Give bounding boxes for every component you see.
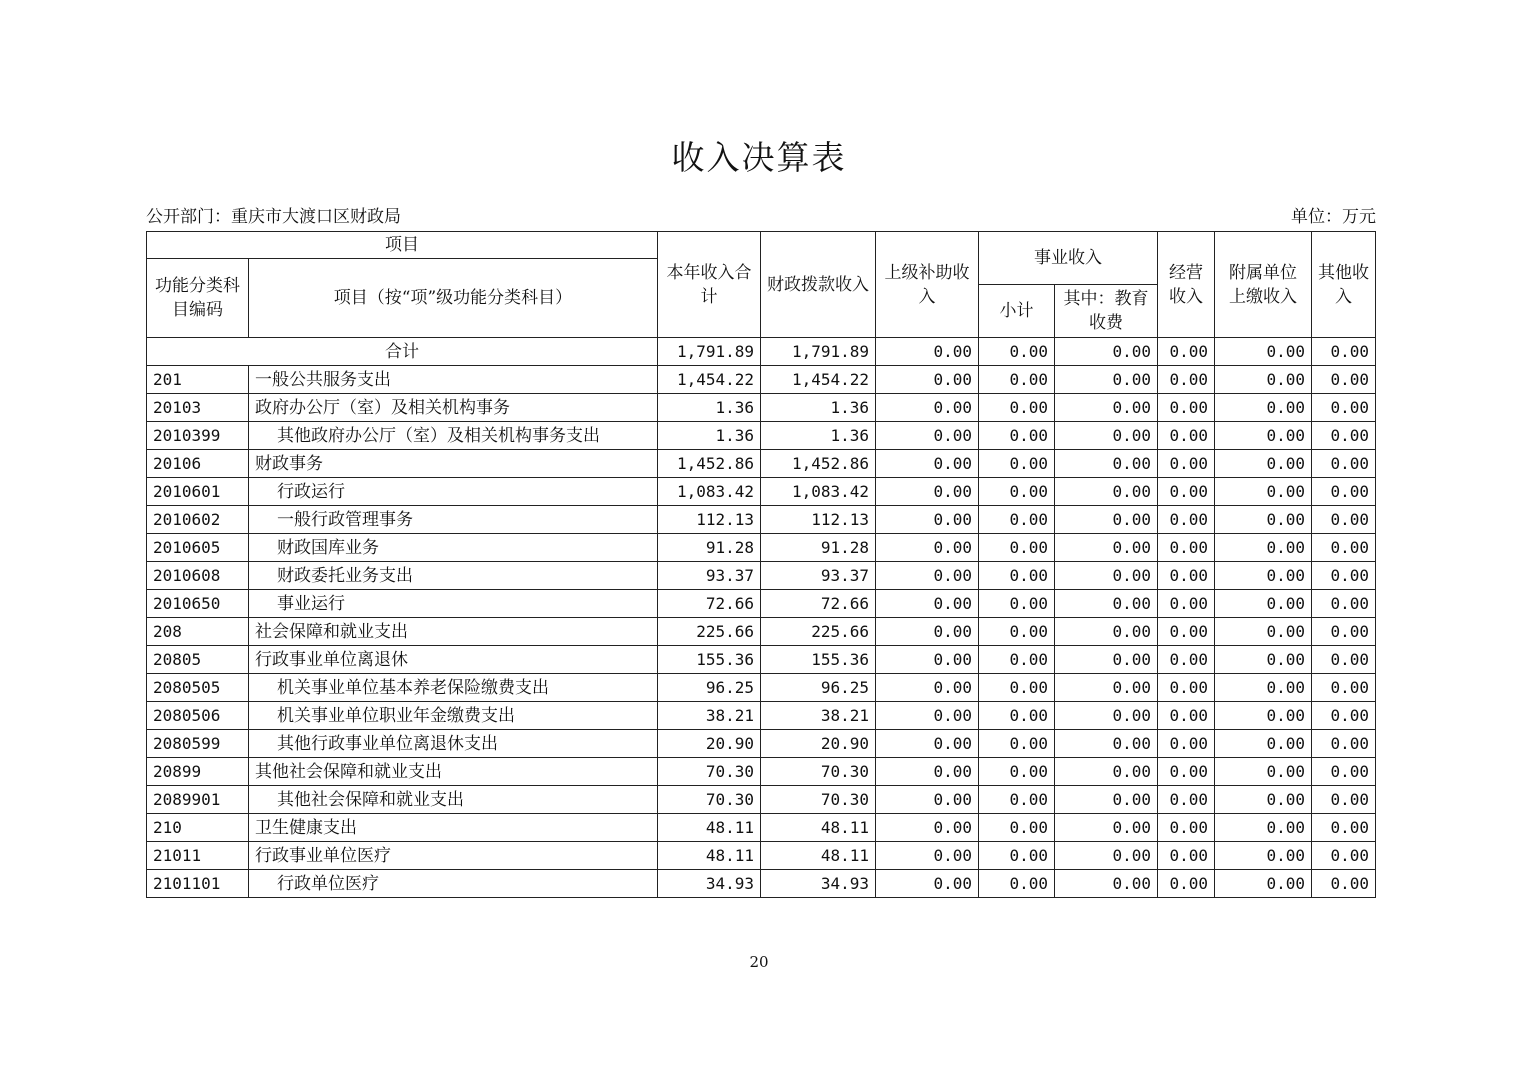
value-cell: 0.00 (1055, 870, 1158, 898)
function-code-cell: 2101101 (147, 870, 249, 898)
function-code-cell: 2010602 (147, 506, 249, 534)
total-cell: 0.00 (979, 338, 1055, 366)
header-education-fee: 其中：教育收费 (1055, 285, 1158, 338)
value-cell: 0.00 (1312, 562, 1376, 590)
table-row (147, 534, 1376, 562)
value-cell: 0.00 (1312, 786, 1376, 814)
page-number: 20 (749, 953, 769, 971)
header-operating-income: 经营收入 (1158, 232, 1215, 338)
value-cell: 0.00 (979, 394, 1055, 422)
value-cell: 34.93 (761, 870, 876, 898)
value-cell: 0.00 (876, 842, 979, 870)
value-cell: 0.00 (1312, 842, 1376, 870)
total-cell: 0.00 (1215, 338, 1312, 366)
header-superior-subsidy: 上级补助收入 (876, 232, 979, 338)
total-cell: 1,791.89 (658, 338, 761, 366)
value-cell: 0.00 (1158, 870, 1215, 898)
project-name-cell: 其他行政事业单位离退休支出 (249, 730, 658, 758)
value-cell: 0.00 (1055, 534, 1158, 562)
value-cell: 0.00 (1312, 814, 1376, 842)
project-name-cell: 行政单位医疗 (249, 870, 658, 898)
value-cell: 0.00 (1215, 730, 1312, 758)
project-name-cell: 行政事业单位离退休 (249, 646, 658, 674)
value-cell: 155.36 (761, 646, 876, 674)
value-cell: 0.00 (1158, 450, 1215, 478)
value-cell: 0.00 (1312, 478, 1376, 506)
value-cell: 48.11 (658, 842, 761, 870)
value-cell: 70.30 (658, 758, 761, 786)
value-cell: 91.28 (761, 534, 876, 562)
header-business-subtotal: 小计 (979, 285, 1055, 338)
value-cell: 0.00 (979, 814, 1055, 842)
value-cell: 0.00 (1312, 506, 1376, 534)
table-row (147, 422, 1376, 450)
value-cell: 20.90 (658, 730, 761, 758)
value-cell: 0.00 (876, 422, 979, 450)
value-cell: 0.00 (1215, 702, 1312, 730)
value-cell: 0.00 (876, 450, 979, 478)
value-cell: 91.28 (658, 534, 761, 562)
value-cell: 0.00 (979, 674, 1055, 702)
value-cell: 0.00 (1158, 842, 1215, 870)
value-cell: 0.00 (1158, 534, 1215, 562)
value-cell: 0.00 (979, 534, 1055, 562)
value-cell: 0.00 (1055, 366, 1158, 394)
total-cell: 0.00 (876, 338, 979, 366)
value-cell: 70.30 (761, 758, 876, 786)
header-project-name: 项目（按“项”级功能分类科目） (249, 259, 658, 338)
value-cell: 0.00 (979, 870, 1055, 898)
value-cell: 0.00 (1215, 450, 1312, 478)
value-cell: 0.00 (1312, 366, 1376, 394)
unit-label: 单位：万元 (1291, 207, 1376, 227)
table-row (147, 758, 1376, 786)
value-cell: 0.00 (1312, 618, 1376, 646)
value-cell: 0.00 (1055, 646, 1158, 674)
value-cell: 1,452.86 (658, 450, 761, 478)
value-cell: 1,083.42 (761, 478, 876, 506)
function-code-cell: 20106 (147, 450, 249, 478)
value-cell: 0.00 (1158, 702, 1215, 730)
value-cell: 0.00 (1215, 814, 1312, 842)
value-cell: 48.11 (761, 814, 876, 842)
total-row (147, 338, 1376, 366)
value-cell: 0.00 (1215, 758, 1312, 786)
value-cell: 1,083.42 (658, 478, 761, 506)
value-cell: 0.00 (979, 758, 1055, 786)
function-code-cell: 20103 (147, 394, 249, 422)
project-name-cell: 事业运行 (249, 590, 658, 618)
header-affiliated-income: 附属单位上缴收入 (1215, 232, 1312, 338)
value-cell: 0.00 (1312, 702, 1376, 730)
value-cell: 38.21 (658, 702, 761, 730)
value-cell: 0.00 (1215, 506, 1312, 534)
value-cell: 38.21 (761, 702, 876, 730)
value-cell: 0.00 (1055, 450, 1158, 478)
project-name-cell: 其他社会保障和就业支出 (249, 758, 658, 786)
value-cell: 0.00 (979, 786, 1055, 814)
value-cell: 48.11 (761, 842, 876, 870)
function-code-cell: 21011 (147, 842, 249, 870)
table-row (147, 562, 1376, 590)
value-cell: 0.00 (1312, 758, 1376, 786)
value-cell: 112.13 (761, 506, 876, 534)
value-cell: 0.00 (1055, 422, 1158, 450)
value-cell: 0.00 (1158, 394, 1215, 422)
project-name-cell: 财政国库业务 (249, 534, 658, 562)
header-fiscal-allocation: 财政拨款收入 (761, 232, 876, 338)
function-code-cell: 2010601 (147, 478, 249, 506)
value-cell: 1,454.22 (658, 366, 761, 394)
project-name-cell: 社会保障和就业支出 (249, 618, 658, 646)
value-cell: 0.00 (876, 618, 979, 646)
header-project-group: 项目 (147, 232, 658, 259)
value-cell: 1,454.22 (761, 366, 876, 394)
value-cell: 1.36 (761, 422, 876, 450)
value-cell: 0.00 (1215, 786, 1312, 814)
value-cell: 0.00 (876, 674, 979, 702)
value-cell: 1.36 (761, 394, 876, 422)
value-cell: 0.00 (1312, 450, 1376, 478)
value-cell: 96.25 (658, 674, 761, 702)
value-cell: 0.00 (1158, 590, 1215, 618)
function-code-cell: 2010608 (147, 562, 249, 590)
total-cell: 0.00 (1158, 338, 1215, 366)
function-code-cell: 2080505 (147, 674, 249, 702)
value-cell: 0.00 (1215, 422, 1312, 450)
table-row (147, 870, 1376, 898)
table-row (147, 674, 1376, 702)
table-row (147, 646, 1376, 674)
value-cell: 0.00 (1158, 366, 1215, 394)
value-cell: 0.00 (1055, 478, 1158, 506)
value-cell: 0.00 (876, 758, 979, 786)
header-total-income: 本年收入合计 (658, 232, 761, 338)
value-cell: 48.11 (658, 814, 761, 842)
table-row (147, 702, 1376, 730)
project-name-cell: 其他社会保障和就业支出 (249, 786, 658, 814)
value-cell: 0.00 (876, 702, 979, 730)
value-cell: 0.00 (1158, 814, 1215, 842)
value-cell: 93.37 (658, 562, 761, 590)
table-row (147, 366, 1376, 394)
value-cell: 0.00 (979, 506, 1055, 534)
value-cell: 0.00 (979, 730, 1055, 758)
value-cell: 96.25 (761, 674, 876, 702)
project-name-cell: 财政事务 (249, 450, 658, 478)
page-title: 收入决算表 (671, 138, 847, 177)
function-code-cell: 20805 (147, 646, 249, 674)
value-cell: 0.00 (876, 786, 979, 814)
table-row (147, 814, 1376, 842)
value-cell: 0.00 (1055, 562, 1158, 590)
value-cell: 0.00 (1158, 618, 1215, 646)
value-cell: 0.00 (979, 562, 1055, 590)
value-cell: 72.66 (761, 590, 876, 618)
table-row (147, 842, 1376, 870)
value-cell: 0.00 (1312, 422, 1376, 450)
value-cell: 0.00 (1215, 646, 1312, 674)
value-cell: 0.00 (876, 590, 979, 618)
value-cell: 0.00 (1055, 842, 1158, 870)
value-cell: 0.00 (979, 618, 1055, 646)
total-cell: 1,791.89 (761, 338, 876, 366)
table-row (147, 478, 1376, 506)
value-cell: 0.00 (979, 422, 1055, 450)
value-cell: 0.00 (1312, 870, 1376, 898)
value-cell: 0.00 (876, 646, 979, 674)
value-cell: 225.66 (658, 618, 761, 646)
total-cell: 0.00 (1055, 338, 1158, 366)
value-cell: 0.00 (876, 394, 979, 422)
value-cell: 225.66 (761, 618, 876, 646)
value-cell: 0.00 (1215, 366, 1312, 394)
value-cell: 0.00 (1215, 590, 1312, 618)
project-name-cell: 一般行政管理事务 (249, 506, 658, 534)
value-cell: 0.00 (979, 366, 1055, 394)
function-code-cell: 2080506 (147, 702, 249, 730)
value-cell: 0.00 (1055, 786, 1158, 814)
value-cell: 0.00 (1055, 702, 1158, 730)
value-cell: 0.00 (1312, 730, 1376, 758)
value-cell: 0.00 (1215, 674, 1312, 702)
value-cell: 0.00 (1055, 394, 1158, 422)
value-cell: 0.00 (1055, 590, 1158, 618)
department-label: 公开部门：重庆市大渡口区财政局 (146, 207, 401, 227)
value-cell: 1,452.86 (761, 450, 876, 478)
value-cell: 0.00 (1158, 422, 1215, 450)
function-code-cell: 201 (147, 366, 249, 394)
value-cell: 0.00 (876, 366, 979, 394)
table-row (147, 450, 1376, 478)
value-cell: 0.00 (1055, 814, 1158, 842)
value-cell: 0.00 (876, 478, 979, 506)
table-row (147, 730, 1376, 758)
value-cell: 0.00 (979, 702, 1055, 730)
value-cell: 0.00 (1158, 506, 1215, 534)
table-row (147, 618, 1376, 646)
value-cell: 0.00 (1215, 394, 1312, 422)
function-code-cell: 2089901 (147, 786, 249, 814)
project-name-cell: 行政事业单位医疗 (249, 842, 658, 870)
function-code-cell: 2010650 (147, 590, 249, 618)
value-cell: 112.13 (658, 506, 761, 534)
value-cell: 0.00 (1215, 478, 1312, 506)
table-row (147, 506, 1376, 534)
value-cell: 0.00 (1312, 394, 1376, 422)
value-cell: 93.37 (761, 562, 876, 590)
project-name-cell: 行政运行 (249, 478, 658, 506)
value-cell: 0.00 (1055, 674, 1158, 702)
function-code-cell: 2010605 (147, 534, 249, 562)
value-cell: 0.00 (1055, 758, 1158, 786)
function-code-cell: 20899 (147, 758, 249, 786)
function-code-cell: 210 (147, 814, 249, 842)
project-name-cell: 一般公共服务支出 (249, 366, 658, 394)
value-cell: 0.00 (1055, 618, 1158, 646)
value-cell: 0.00 (1158, 786, 1215, 814)
value-cell: 0.00 (979, 590, 1055, 618)
value-cell: 20.90 (761, 730, 876, 758)
value-cell: 0.00 (1158, 478, 1215, 506)
value-cell: 0.00 (1215, 562, 1312, 590)
value-cell: 0.00 (1215, 534, 1312, 562)
project-name-cell: 政府办公厅（室）及相关机构事务 (249, 394, 658, 422)
table-body (147, 338, 1376, 898)
value-cell: 0.00 (876, 506, 979, 534)
total-label: 合计 (147, 338, 658, 366)
value-cell: 1.36 (658, 394, 761, 422)
total-cell: 0.00 (1312, 338, 1376, 366)
value-cell: 0.00 (876, 534, 979, 562)
value-cell: 0.00 (876, 870, 979, 898)
function-code-cell: 208 (147, 618, 249, 646)
value-cell: 1.36 (658, 422, 761, 450)
table-row (147, 786, 1376, 814)
income-table (146, 231, 1376, 898)
project-name-cell: 卫生健康支出 (249, 814, 658, 842)
function-code-cell: 2010399 (147, 422, 249, 450)
value-cell: 0.00 (979, 450, 1055, 478)
header-function-code: 功能分类科目编码 (147, 259, 249, 338)
value-cell: 0.00 (1055, 506, 1158, 534)
value-cell: 0.00 (1158, 730, 1215, 758)
value-cell: 0.00 (1158, 758, 1215, 786)
project-name-cell: 机关事业单位基本养老保险缴费支出 (249, 674, 658, 702)
value-cell: 0.00 (1312, 590, 1376, 618)
value-cell: 0.00 (979, 646, 1055, 674)
value-cell: 34.93 (658, 870, 761, 898)
header-other-income: 其他收入 (1312, 232, 1376, 338)
project-name-cell: 财政委托业务支出 (249, 562, 658, 590)
value-cell: 0.00 (1312, 646, 1376, 674)
value-cell: 0.00 (876, 562, 979, 590)
value-cell: 0.00 (979, 478, 1055, 506)
value-cell: 0.00 (1312, 534, 1376, 562)
value-cell: 0.00 (979, 842, 1055, 870)
table-header (147, 232, 1376, 338)
value-cell: 0.00 (1215, 842, 1312, 870)
function-code-cell: 2080599 (147, 730, 249, 758)
value-cell: 155.36 (658, 646, 761, 674)
value-cell: 0.00 (1158, 674, 1215, 702)
value-cell: 0.00 (876, 814, 979, 842)
header-business-income: 事业收入 (979, 232, 1158, 285)
value-cell: 0.00 (1312, 674, 1376, 702)
value-cell: 70.30 (658, 786, 761, 814)
value-cell: 0.00 (1215, 618, 1312, 646)
value-cell: 70.30 (761, 786, 876, 814)
value-cell: 0.00 (1055, 730, 1158, 758)
value-cell: 0.00 (1158, 646, 1215, 674)
project-name-cell: 其他政府办公厅（室）及相关机构事务支出 (249, 422, 658, 450)
project-name-cell: 机关事业单位职业年金缴费支出 (249, 702, 658, 730)
table-row (147, 590, 1376, 618)
table-row (147, 394, 1376, 422)
value-cell: 0.00 (1158, 562, 1215, 590)
value-cell: 0.00 (1215, 870, 1312, 898)
value-cell: 72.66 (658, 590, 761, 618)
value-cell: 0.00 (876, 730, 979, 758)
